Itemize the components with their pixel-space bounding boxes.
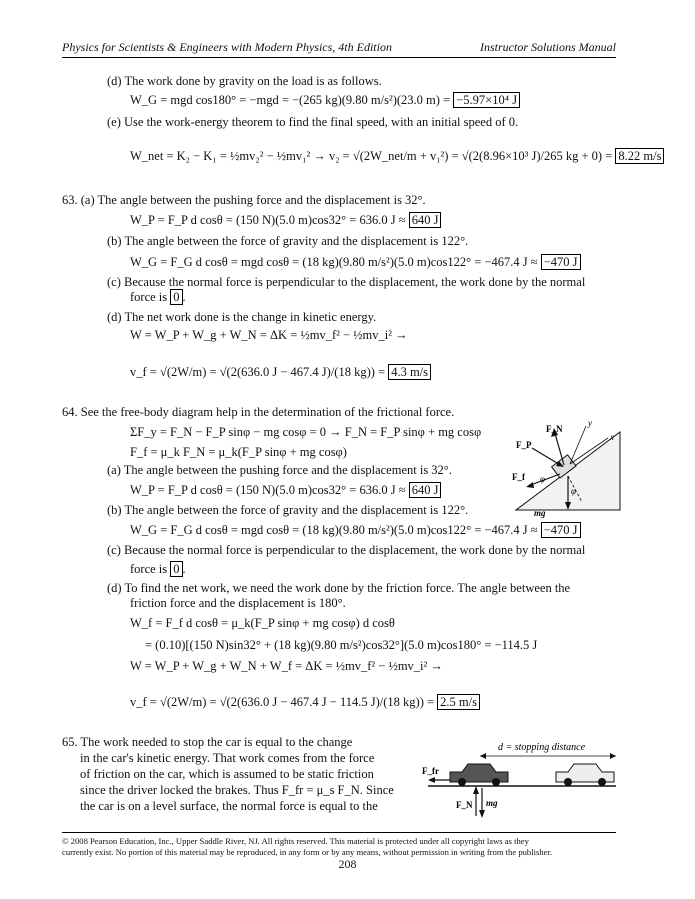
label-weight: mg — [534, 508, 546, 518]
line-text: (c) Because the normal force is perpendicular to the displacement, the work done by the normal — [107, 275, 586, 289]
line-text: of friction on the car, which is assumed to be static friction — [80, 767, 374, 781]
label-friction-force: F_f — [512, 472, 525, 482]
solution-line — [130, 149, 664, 164]
line-text: ΣF_y = F_N − F_P sinφ − mg cosφ = 0 → F_N = F_P sinφ + mg cosφ — [130, 425, 482, 439]
line-text: v_f = √(2W/m) = √(2(636.0 J − 467.4 J)/(18 kg)) = — [130, 365, 389, 379]
line-text: (c) Because the normal force is perpendicular to the displacement, the work done by the normal — [107, 543, 586, 557]
solution-line — [107, 234, 468, 249]
running-header — [62, 40, 616, 58]
line-text: (b) The angle between the force of gravity and the displacement is 122°. — [107, 234, 469, 248]
boxed-answer: −470 J — [541, 254, 581, 270]
line-text: force is — [130, 562, 171, 576]
boxed-answer: −470 J — [541, 522, 581, 538]
boxed-answer: 640 J — [409, 482, 442, 498]
line-text: F_f = μ_k F_N = μ_k(F_P sinφ + mg cosφ) — [130, 445, 347, 459]
line-text: W_G = F_G d cosθ = mgd cosθ = (18 kg)(9.80 m/s²)(5.0 m)cos122° = −467.4 J ≈ — [130, 255, 541, 269]
label-friction: F_fr — [422, 766, 439, 776]
copyright-line-2: currently exist. No portion of this material may be reproduced, in any form or by any means, without permission in writing from the publisher. — [62, 847, 552, 857]
line-tail: . — [182, 562, 186, 576]
line-text: W = W_P + W_g + W_N = ΔK = ½mv_f² − ½mv_i² → — [130, 328, 408, 342]
line-text: 63. (a) The angle between the pushing force and the displacement is 32°. — [62, 193, 426, 207]
solution-line — [107, 115, 518, 130]
solution-line — [107, 275, 585, 290]
car-stopped — [556, 764, 614, 786]
line-text: (d) The net work done is the change in kinetic energy. — [107, 310, 377, 324]
line-text: W_f = F_f d cosθ = μ_k(F_P sinφ + mg cosφ) d cosθ — [130, 616, 395, 630]
boxed-answer: 0 — [170, 561, 182, 577]
solution-line — [130, 596, 346, 611]
solution-line — [130, 93, 520, 108]
label-normal: F_N — [456, 800, 473, 810]
label-normal-force: F_N — [546, 424, 563, 434]
line-text: 65. The work needed to stop the car is equal to the change — [62, 735, 353, 749]
line-text: since the driver locked the brakes. Thus F_fr = μ_s F_N. Since — [80, 783, 394, 797]
solution-line — [107, 463, 452, 478]
stopping-car-diagram — [420, 738, 620, 820]
solution-line — [145, 638, 537, 653]
line-text: the car is on a level surface, the normal force is equal to the — [80, 799, 378, 813]
label-push-force: F_P — [516, 440, 532, 450]
solution-line — [130, 562, 186, 577]
label-angle-phi-1: φ — [540, 474, 545, 484]
label-angle-phi-2: φ — [571, 486, 576, 496]
solution-line — [130, 695, 480, 710]
solution-line — [80, 751, 374, 766]
line-text: W_P = F_P d cosθ = (150 N)(5.0 m)cos32° = 636.0 J ≈ — [130, 213, 409, 227]
push-force-arrow — [532, 448, 562, 466]
line-text: W_G = mgd cos180° = −mgd = −(265 kg)(9.80 m/s²)(23.0 m) = — [130, 93, 454, 107]
solution-line — [80, 799, 378, 814]
copyright-line-1: © 2008 Pearson Education, Inc., Upper Saddle River, NJ. All rights reserved. This material is protected under all copyright laws as they — [62, 836, 529, 846]
solution-line — [130, 290, 186, 305]
solution-line — [62, 193, 426, 208]
free-body-diagram-incline — [508, 410, 628, 520]
label-stopping-distance: d = stopping distance — [498, 742, 586, 753]
car-start — [450, 764, 508, 786]
solution-line — [80, 767, 374, 782]
boxed-answer: 8.22 m/s — [615, 148, 664, 164]
boxed-answer: 4.3 m/s — [388, 364, 431, 380]
line-text: W = W_P + W_g + W_N + W_f = ΔK = ½mv_f² − ½mv_i² → — [130, 659, 443, 673]
label-x-axis: x — [610, 432, 614, 442]
line-text: force is — [130, 290, 171, 304]
boxed-answer: −5.97×10⁴ J — [453, 92, 520, 108]
solution-line — [130, 255, 581, 270]
solution-line — [130, 365, 431, 380]
line-text: W_net = K₂ − K₁ = ½mv₂² − ½mv₁² → v₂ = √(2W_net/m + v₁²) = √(2(8.96×10³ J)/265 kg + 0) = — [130, 149, 616, 163]
line-text: 64. See the free-body diagram help in the determination of the frictional force. — [62, 405, 455, 419]
solution-line — [80, 783, 394, 798]
boxed-answer: 2.5 m/s — [437, 694, 480, 710]
solution-line — [107, 543, 585, 558]
header-book-title: Physics for Scientists & Engineers with Modern Physics, 4th Edition — [62, 40, 392, 54]
solution-line — [130, 213, 441, 228]
solution-line — [62, 405, 454, 420]
solution-line — [130, 523, 581, 538]
solution-line — [107, 581, 570, 596]
line-text: (b) The angle between the force of gravity and the displacement is 122°. — [107, 503, 469, 517]
solution-line — [107, 503, 468, 518]
line-text: (d) To find the net work, we need the work done by the friction force. The angle between the — [107, 581, 571, 595]
solution-line — [107, 74, 382, 89]
copyright-footer — [62, 832, 616, 858]
line-text: (e) Use the work-energy theorem to find the final speed, with an initial speed of 0. — [107, 115, 519, 129]
header-manual-title: Instructor Solutions Manual — [479, 40, 616, 54]
line-tail: . — [182, 290, 186, 304]
solution-line — [130, 483, 441, 498]
line-text: = (0.10)[(150 N)sin32° + (18 kg)(9.80 m/s²)cos32°](5.0 m)cos180° = −114.5 J — [145, 638, 538, 652]
line-text: v_f = √(2W/m) = √(2(636.0 J − 467.4 J − 114.5 J)/(18 kg)) = — [130, 695, 438, 709]
solution-line — [130, 659, 443, 674]
solution-line — [107, 310, 376, 325]
line-text: in the car's kinetic energy. That work comes from the force — [80, 751, 375, 765]
label-weight: mg — [486, 798, 498, 808]
solution-line — [130, 445, 347, 460]
boxed-answer: 0 — [170, 289, 182, 305]
solution-line — [62, 735, 352, 750]
line-text: (d) The work done by gravity on the load is as follows. — [107, 74, 382, 88]
label-y-axis: y — [588, 418, 592, 428]
line-text: friction force and the displacement is 180°. — [130, 596, 346, 610]
solution-line — [130, 616, 395, 631]
solution-line — [130, 425, 481, 440]
solution-line — [130, 328, 408, 343]
line-text: W_P = F_P d cosθ = (150 N)(5.0 m)cos32° = 636.0 J ≈ — [130, 483, 409, 497]
page-number: 208 — [338, 857, 357, 871]
line-text: (a) The angle between the pushing force and the displacement is 32°. — [107, 463, 452, 477]
boxed-answer: 640 J — [409, 212, 442, 228]
line-text: W_G = F_G d cosθ = mgd cosθ = (18 kg)(9.80 m/s²)(5.0 m)cos122° = −467.4 J ≈ — [130, 523, 541, 537]
